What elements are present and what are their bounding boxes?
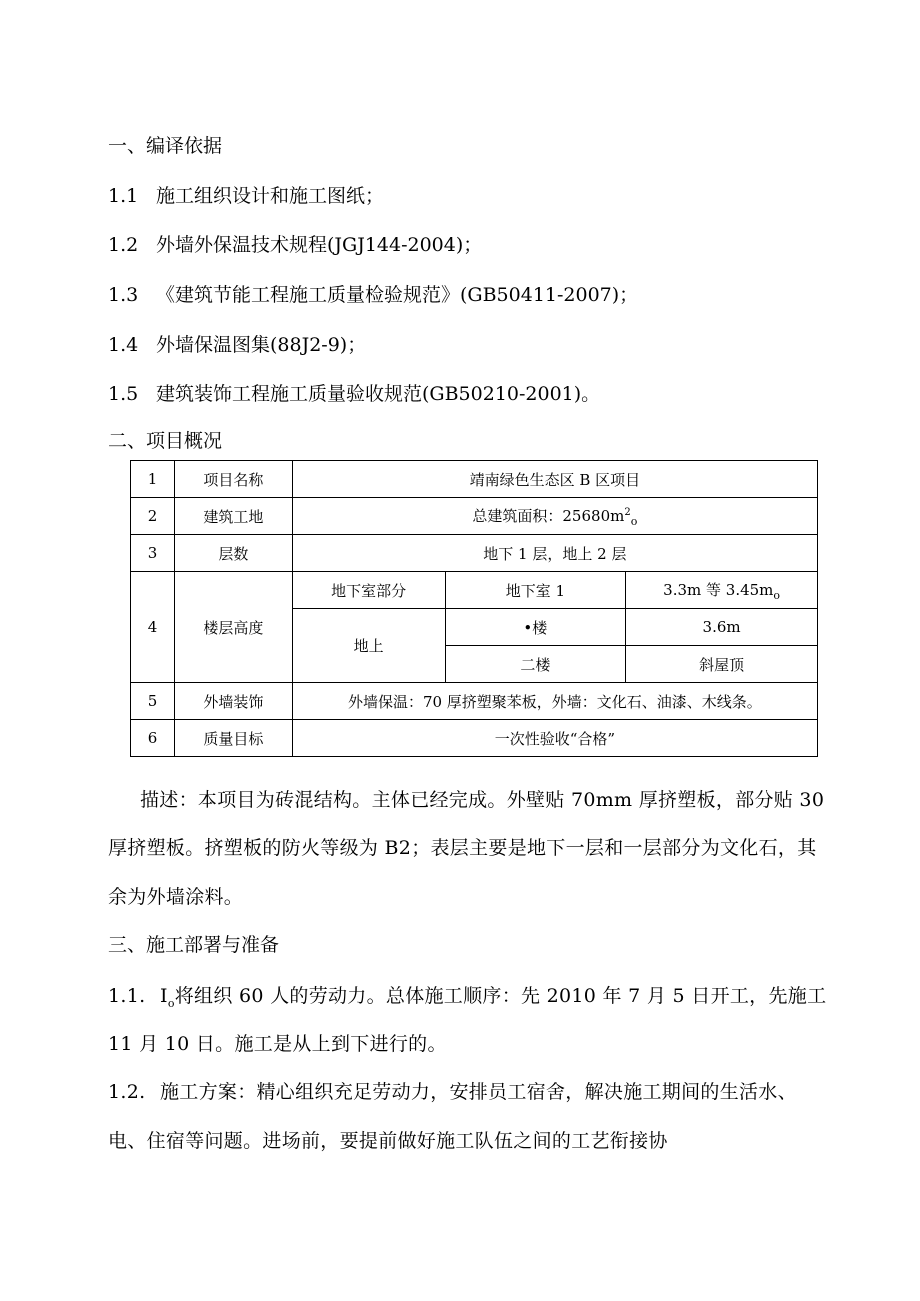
row-value: 靖南绿色生态区 B 区项目 [292, 461, 817, 498]
basis-item-5 [108, 382, 600, 406]
basement-floor: 地下室 1 [445, 572, 626, 609]
floor-1-height: 3.6m [626, 609, 818, 646]
row-value: 地下 1 层，地上 2 层 [292, 535, 817, 572]
floor-1: •楼 [445, 609, 626, 646]
plan-item-2-line-2: 电、住宿等问题。进场前，要提前做好施工队伍之间的工艺衔接协 [108, 1130, 668, 1152]
table-row [131, 461, 818, 498]
item-number: 1.3 [108, 284, 139, 306]
table-row [131, 683, 818, 720]
row-number: 2 [131, 498, 175, 535]
basement-height-mark: o [773, 588, 781, 602]
basis-item-4 [108, 333, 366, 357]
table-row [131, 720, 818, 757]
item-letter: I [160, 985, 168, 1007]
row-number: 1 [131, 461, 175, 498]
plan-item-1-line-1 [108, 984, 826, 1016]
project-overview-table [130, 460, 818, 757]
row-label: 外墙装饰 [174, 683, 292, 720]
item-number: 1.4 [108, 334, 139, 356]
row-number: 6 [131, 720, 175, 757]
item-number: 1.2. [108, 1081, 146, 1103]
above-ground-label: 地上 [292, 609, 445, 683]
item-text: 施工组织设计和施工图纸； [156, 185, 385, 207]
basement-height-text: 3.3m 等 3.45m [663, 580, 774, 599]
basis-item-3 [108, 283, 638, 307]
row-label: 质量目标 [174, 720, 292, 757]
floor-2-height: 斜屋顶 [626, 646, 818, 683]
table-row [131, 535, 818, 572]
row-number: 5 [131, 683, 175, 720]
description-line-3: 余为外墙涂料。 [108, 886, 244, 908]
row-label: 建筑工地 [174, 498, 292, 535]
section-2-title: 二、项目概况 [108, 430, 223, 452]
item-text: 将组织 60 人的劳动力。总体施工顺序：先 2010 年 7 月 5 日开工，先施工 [174, 985, 827, 1007]
item-text: 施工方案：精心组织充足劳动力，安排员工宿舍，解决施工期间的生活水、 [160, 1081, 797, 1103]
area-text: 总建筑面积：25680m [472, 506, 625, 525]
basis-item-2 [108, 233, 482, 257]
description-line-2: 厚挤塑板。挤塑板的防火等级为 B2；表层主要是地下一层和一层部分为文化石，其 [108, 837, 817, 859]
table-row [131, 572, 818, 609]
basis-item-1 [108, 184, 384, 208]
plan-item-1-line-2: 11 月 10 日。施工是从上到下进行的。 [108, 1033, 447, 1055]
row-value [292, 498, 817, 535]
table-row [131, 498, 818, 535]
area-unit-superscript: 2 [624, 506, 631, 518]
section-3-title: 三、施工部署与准备 [108, 934, 280, 956]
item-number: 1.2 [108, 234, 139, 256]
row-number: 3 [131, 535, 175, 572]
area-unit-mark: o [630, 514, 638, 528]
row-label: 层数 [174, 535, 292, 572]
item-number: 1.1. [108, 985, 146, 1007]
floor-2: 二楼 [445, 646, 626, 683]
item-text: 外墙保温图集(88J2-9)； [156, 334, 367, 356]
item-number: 1.1 [108, 185, 139, 207]
item-text: 建筑装饰工程施工质量验收规范(GB50210-2001)。 [156, 383, 601, 405]
basement-height [626, 572, 818, 609]
item-text: 《建筑节能工程施工质量检验规范》(GB50411-2007)； [156, 284, 639, 306]
item-number: 1.5 [108, 383, 139, 405]
row-value: 一次性验收“合格” [292, 720, 817, 757]
row-label: 项目名称 [174, 461, 292, 498]
basement-label: 地下室部分 [292, 572, 445, 609]
row-value: 外墙保温：70 厚挤塑聚苯板，外墙：文化石、油漆、木线条。 [292, 683, 817, 720]
section-1-title: 一、编译依据 [108, 135, 223, 157]
row-number: 4 [131, 572, 175, 683]
row-label: 楼层高度 [174, 572, 292, 683]
item-text: 外墙外保温技术规程(JGJ144-2004)； [156, 234, 483, 256]
item-letter-mark: o [167, 996, 175, 1010]
plan-item-2-line-1 [108, 1080, 797, 1104]
description-line-1: 描述：本项目为砖混结构。主体已经完成。外壁贴 70mm 厚挤塑板，部分贴 30 [140, 789, 825, 811]
